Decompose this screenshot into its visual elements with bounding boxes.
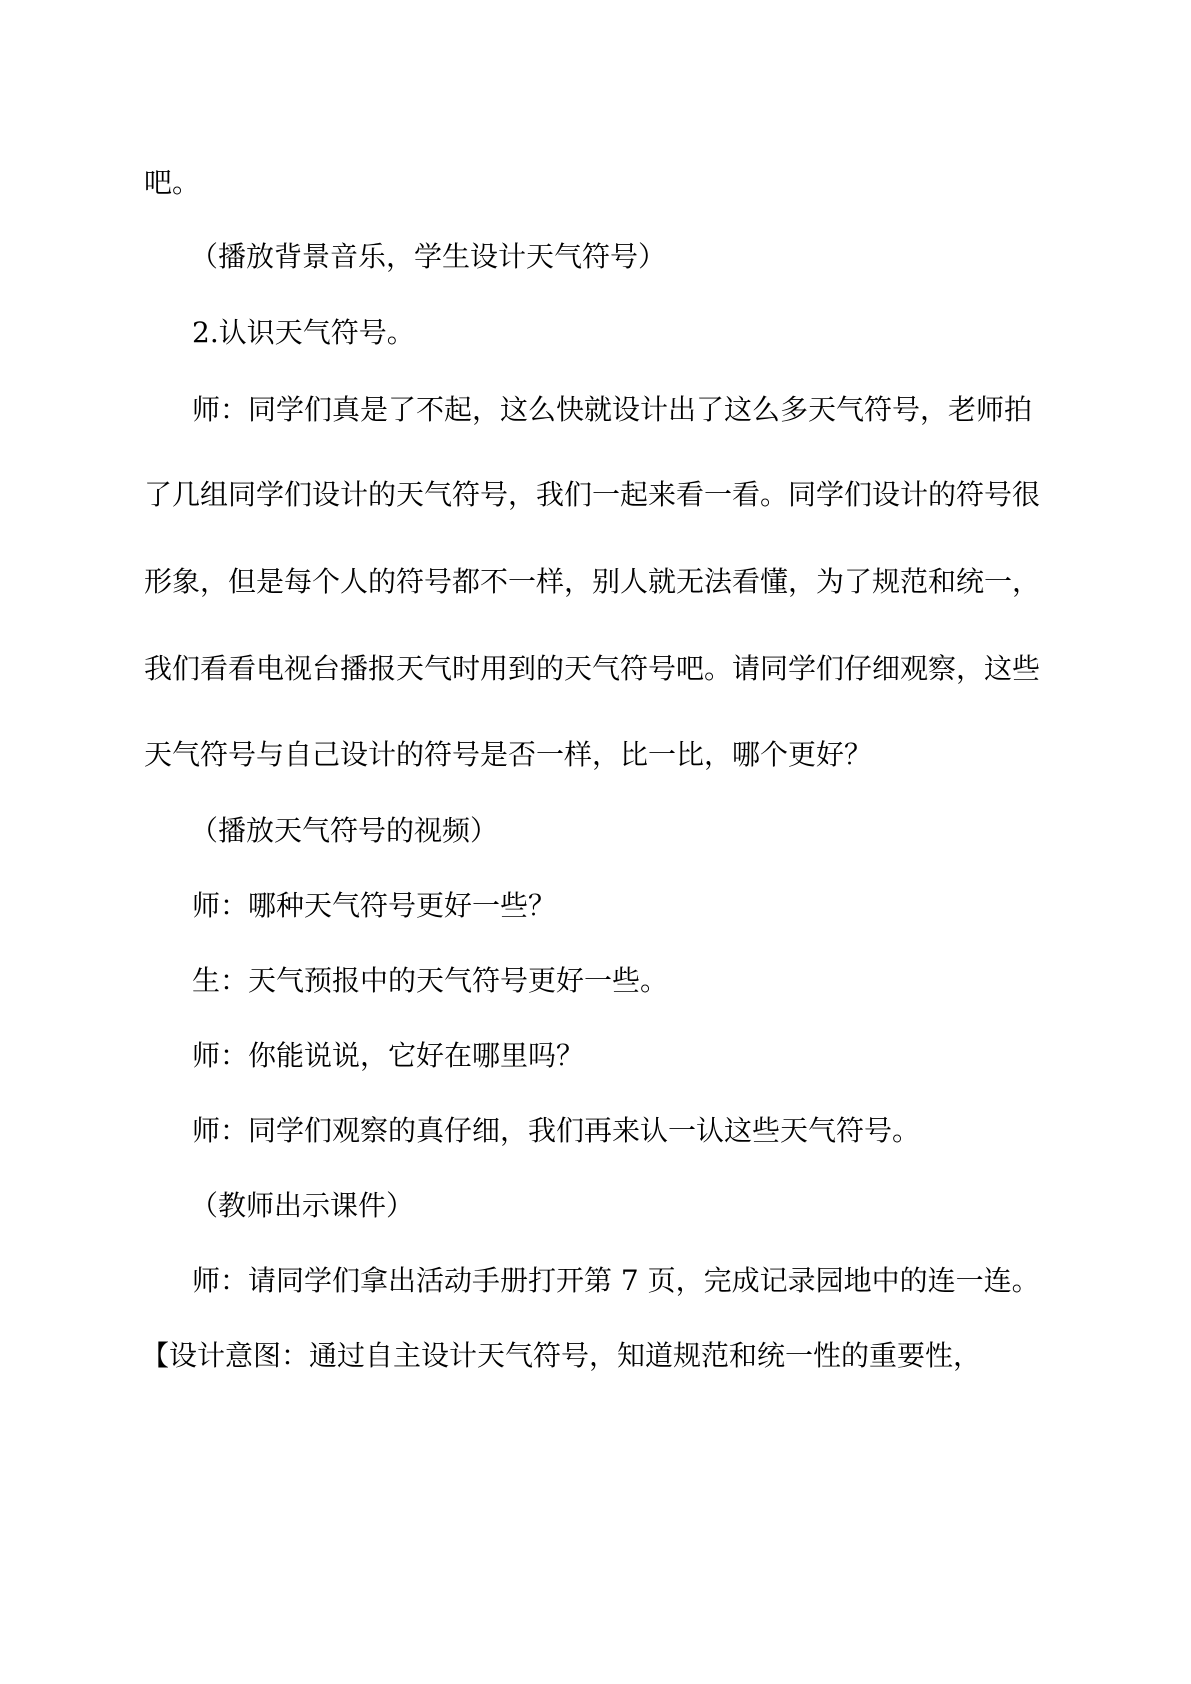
text-line: （播放天气符号的视频） xyxy=(190,814,499,847)
text-line: 【设计意图：通过自主设计天气符号，知道规范和统一性的重要性， xyxy=(141,1339,982,1372)
text-line: 师：哪种天气符号更好一些？ xyxy=(192,889,557,922)
text-line: 我们看看电视台播报天气时用到的天气符号吧。请同学们仔细观察，这些 xyxy=(144,652,1041,685)
text-line: 师：请同学们拿出活动手册打开第 7 页，完成记录园地中的连一连。 xyxy=(192,1264,1040,1297)
text-line: （教师出示课件） xyxy=(190,1189,415,1222)
text-line: （播放背景音乐，学生设计天气符号） xyxy=(190,240,667,273)
text-line: 了几组同学们设计的天气符号，我们一起来看一看。同学们设计的符号很 xyxy=(144,478,1041,511)
text-line: 师：同学们真是了不起，这么快就设计出了这么多天气符号，老师拍 xyxy=(192,393,1033,426)
text-line: 天气符号与自己设计的符号是否一样，比一比，哪个更好？ xyxy=(144,738,873,771)
text-line: 形象，但是每个人的符号都不一样，别人就无法看懂，为了规范和统一， xyxy=(144,565,1041,598)
text-line: 吧。 xyxy=(144,166,201,199)
text-line: 2.认识天气符号。 xyxy=(192,316,415,349)
text-line: 生：天气预报中的天气符号更好一些。 xyxy=(192,964,669,997)
text-line: 师：你能说说，它好在哪里吗？ xyxy=(192,1039,585,1072)
text-line: 师：同学们观察的真仔细，我们再来认一认这些天气符号。 xyxy=(192,1114,921,1147)
